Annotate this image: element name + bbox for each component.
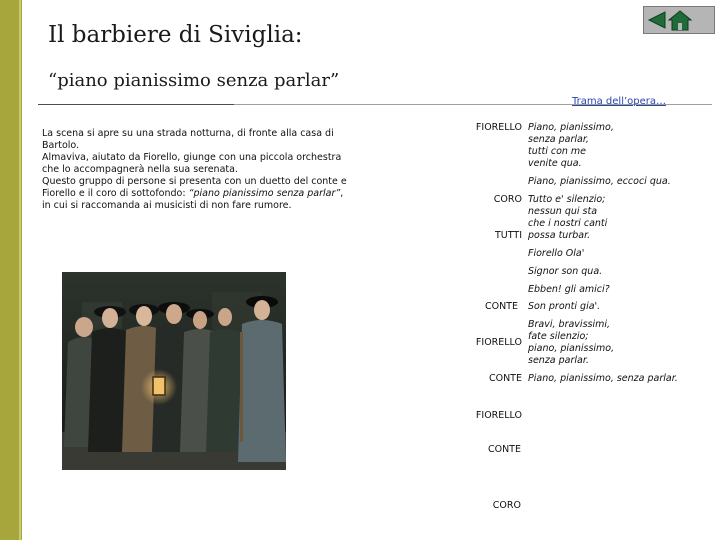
- speaker-fiorello: FIORELLO: [475, 122, 522, 133]
- speaker-fiorello: FIORELLO: [475, 410, 522, 421]
- back-arrow-icon[interactable]: [647, 10, 667, 30]
- lyric-line: Piano, pianissimo, senza parlar.: [528, 373, 678, 384]
- lyric-line: nessun qui sta: [528, 206, 598, 217]
- description-paragraph: La scena si apre su una strada notturna, di fronte alla casa di Bartolo.: [42, 128, 334, 151]
- speaker-coro: CORO: [493, 194, 522, 205]
- home-icon[interactable]: [668, 9, 692, 31]
- speaker-fiorello: FIORELLO: [475, 337, 522, 348]
- lyric-line: che i nostri canti: [528, 218, 608, 229]
- lyric-line: tutti con me: [528, 146, 587, 157]
- speaker-conte: CONTE: [484, 301, 518, 312]
- speaker-conte: CONTE: [487, 444, 521, 455]
- lyric-line: venite qua.: [528, 158, 582, 169]
- lyric-line: Ebben! gli amici?: [528, 284, 610, 295]
- lyric-line: senza parlar,: [528, 134, 589, 145]
- speaker-conte: CONTE: [488, 373, 522, 384]
- lyric-line: Piano, pianissimo,: [528, 122, 614, 133]
- lyric-line: Son pronti gia'.: [528, 301, 601, 312]
- description-text: Questo gruppo di persone si presenta con un duetto del conte e Fiorello e il coro di sottofondo:: [42, 176, 347, 199]
- opera-scene-photo: [62, 272, 286, 470]
- lyric-line: Fiorello Ola': [528, 248, 585, 259]
- description-paragraph: [42, 176, 352, 212]
- lyric-line: senza parlar.: [528, 355, 589, 366]
- lyric-line: Bravi, bravissimi,: [528, 319, 611, 330]
- description-paragraph: Almaviva, aiutato da Fiorello, giunge con una piccola orchestra che lo accompagnerà nella sua serenata.: [42, 152, 342, 175]
- page-title: Il barbiere di Siviglia:: [48, 22, 303, 48]
- trama-link[interactable]: Trama dell’opera…: [572, 96, 667, 107]
- page-subtitle: “piano pianissimo senza parlar”: [48, 70, 340, 91]
- speaker-coro: CORO: [492, 500, 521, 511]
- lyric-line: Piano, pianissimo, eccoci qua.: [528, 176, 671, 187]
- lyric-line: piano, pianissimo,: [528, 343, 615, 354]
- lyric-line: possa turbar.: [528, 230, 591, 241]
- speaker-tutti: TUTTI: [495, 230, 522, 241]
- lyric-line: fate silenzio;: [528, 331, 589, 342]
- description-quote: “piano pianissimo senza parlar”: [188, 188, 341, 199]
- title-divider-accent: [38, 104, 234, 105]
- lyric-line: Signor son qua.: [528, 266, 603, 277]
- scene-description: [42, 128, 352, 212]
- opera-scene-image: [62, 272, 286, 470]
- lyric-line: Tutto e' silenzio;: [528, 194, 606, 205]
- description-text: , in cui si raccomanda ai musicisti di non fare rumore.: [42, 188, 344, 211]
- left-accent-stripe: [19, 0, 21, 540]
